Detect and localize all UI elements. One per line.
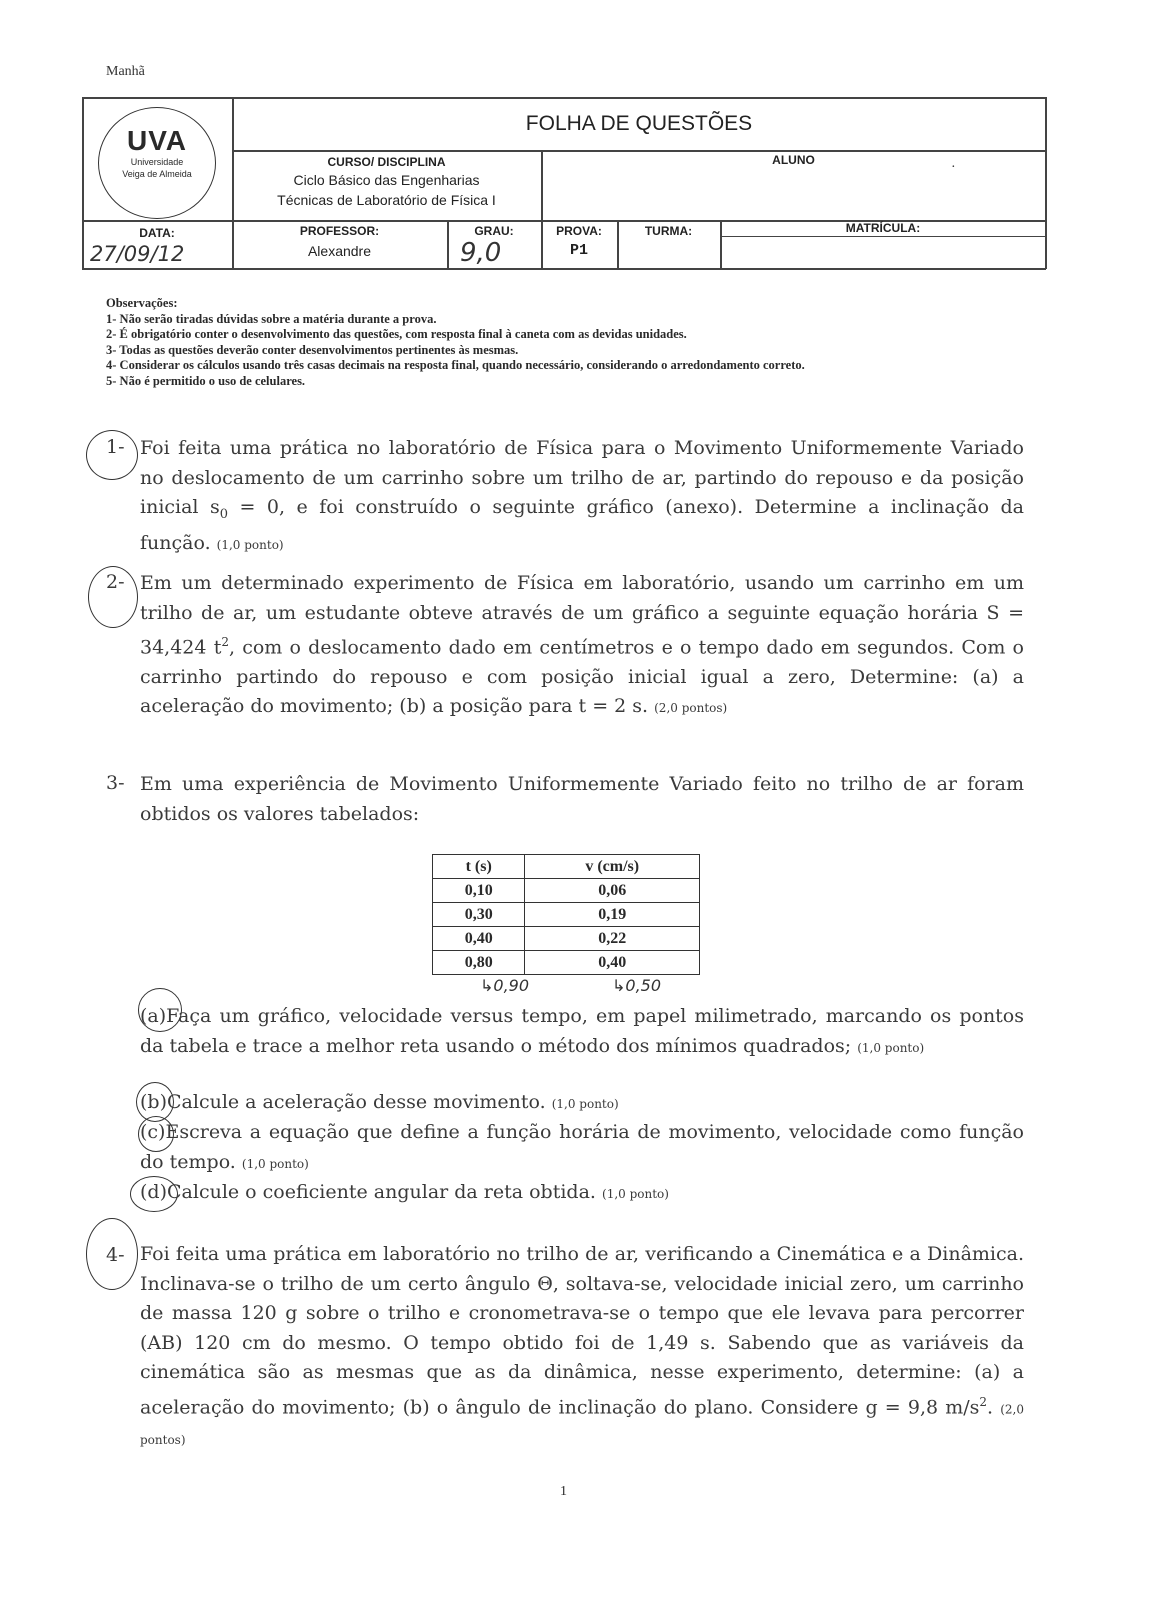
observation-item: 5- Não é permitido o uso de celulares. <box>106 373 306 388</box>
observations-title: Observações: <box>106 296 178 310</box>
page-number: 1 <box>560 1484 567 1499</box>
table-cell: 0,19 <box>525 903 700 927</box>
table-cell: 0,30 <box>433 903 525 927</box>
table-header-row <box>433 855 700 879</box>
student-label: ALUNO <box>772 153 815 167</box>
exam-label: PROVA: <box>556 224 602 238</box>
table-header: v (cm/s) <box>525 855 700 879</box>
table-cell: 0,06 <box>525 879 700 903</box>
table-row <box>433 927 700 951</box>
question-3: Em uma experiência de Movimento Uniformemente Variado feito no trilho de ar foram obtidos os valores tabelados: <box>140 773 1024 825</box>
professor-value: Alexandre <box>307 243 372 259</box>
question-4: Foi feita uma prática em laboratório no trilho de ar, verificando a Cinemática e a Dinâmica. Inclinava-se o trilho de um certo ângulo Θ, soltava-se, velocidade inicial zero, um carrinho de massa 120 g sobre o trilho e cronometrava-se o tempo que ele levava para percorrer (AB) 120 cm do mesmo. O tempo obtido foi de 1,49 s. Sabendo que as variáveis da cinemática são as mesmas que as da dinâmica, nesse experimento, determine: (a) a aceleração do movimento; (b) o ângulo de inclinação do plano. Considere g = 9,8 $m/s^2$. (2,0 pontos) <box>140 1243 1024 1448</box>
q3-item-c: (c)Escreva a equação que define a função horária de movimento, velocidade como função do tempo. (1,0 ponto) <box>140 1121 1024 1173</box>
q3-number: 3- <box>106 772 125 794</box>
table-cell: 0,10 <box>433 879 525 903</box>
table-cell: 0,80 <box>433 951 525 975</box>
table-row <box>433 879 700 903</box>
question-1: Foi feita uma prática no laboratório de Física para o Movimento Uniformemente Variado no deslocamento de um carrinho sobre um trilho de ar, partindo do repouso e da posição inicial $s_0 = 0$, e foi construído o seguinte gráfico (anexo). Determine a inclinação da função. (1,0 ponto) <box>140 437 1024 555</box>
handwritten-t-note: ↳0,90 <box>480 976 530 995</box>
course-line2: Técnicas de Laboratório de Física I <box>277 192 496 208</box>
grade-label: GRAU: <box>474 224 514 238</box>
grade-value: 9,0 <box>460 238 502 268</box>
data-table <box>432 854 700 975</box>
table-cell: 0,22 <box>525 927 700 951</box>
course-label: CURSO/ DISCIPLINA <box>327 155 446 169</box>
observations <box>106 296 805 389</box>
student-dot: · <box>951 160 956 175</box>
q4-number: 4- <box>106 1244 125 1266</box>
class-label: TURMA: <box>644 224 693 238</box>
professor-label: PROFESSOR: <box>299 224 380 238</box>
q1-number: 1- <box>106 436 125 458</box>
observation-item: 1- Não serão tiradas dúvidas sobre a matéria durante a prova. <box>106 311 437 326</box>
date-label: DATA: <box>139 226 175 240</box>
table-cell: 0,40 <box>525 951 700 975</box>
q3-item-d: (d)Calcule o coeficiente angular da reta obtida. (1,0 ponto) <box>140 1181 669 1203</box>
table-row <box>433 903 700 927</box>
handwritten-v-note: ↳0,50 <box>612 976 662 995</box>
date-value: 27/09/12 <box>90 242 185 266</box>
course-line1: Ciclo Básico das Engenharias <box>293 172 480 188</box>
observation-item: 2- É obrigatório conter o desenvolvimento das questões, com resposta final à caneta com as devidas unidades. <box>106 327 687 341</box>
enrollment-label: MATRÍCULA: <box>845 221 921 235</box>
q3-item-a: (a)Faça um gráfico, velocidade versus tempo, em papel milimetrado, marcando os pontos da tabela e trace a melhor reta usando o método dos mínimos quadrados; (1,0 ponto) <box>140 1005 1024 1057</box>
exam-value: P1 <box>569 242 588 259</box>
observation-item: 4- Considerar os cálculos usando três casas decimais na resposta final, quando necessário, considerando o arredondamento correto. <box>106 358 805 372</box>
university-logo: UVA Universidade Veiga de Almeida <box>98 107 216 219</box>
question-2: Em um determinado experimento de Física em laboratório, usando um carrinho em um trilho de ar, um estudante obteve através de um gráfico a seguinte equação horária S = 34,424 $t^2$, com o deslocamento dado em centímetros e o tempo dado em segundos. Com o carrinho partindo do repouso e com posição inicial igual a zero, Determine: (a) a aceleração do movimento; (b) a posição para t = 2 s. (2,0 pontos) <box>140 572 1025 718</box>
q2-number: 2- <box>106 571 125 593</box>
table-cell: 0,40 <box>433 927 525 951</box>
observation-item: 3- Todas as questões deverão conter desenvolvimentos pertinentes às mesmas. <box>106 342 519 357</box>
q3-item-b: (b)Calcule a aceleração desse movimento. (1,0 ponto) <box>140 1091 619 1113</box>
table-row <box>433 951 700 975</box>
table-header: t (s) <box>433 855 525 879</box>
page-title: FOLHA DE QUESTÕES <box>525 112 753 135</box>
shift-label: Manhã <box>106 64 145 79</box>
